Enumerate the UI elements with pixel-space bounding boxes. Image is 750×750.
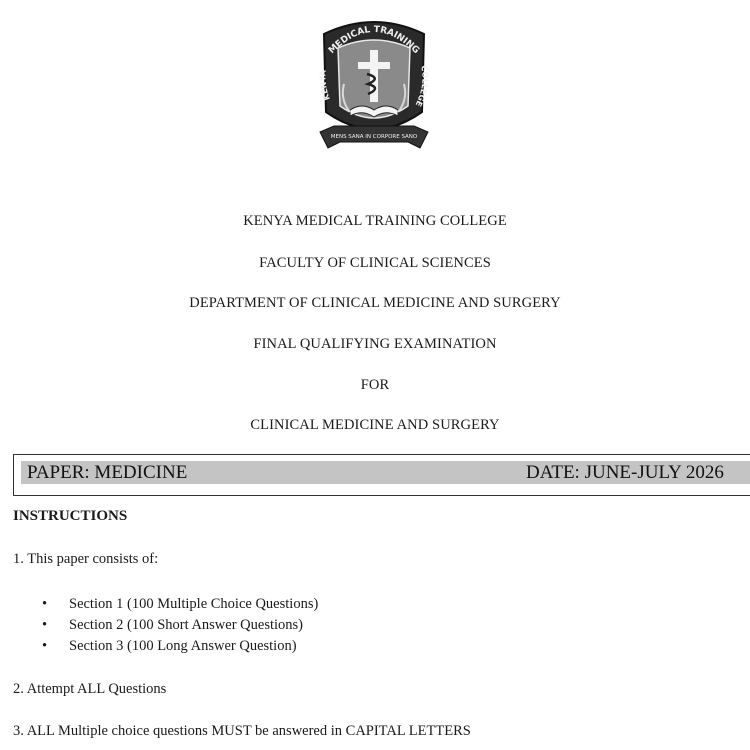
section-list-item <box>42 636 318 657</box>
section-3-text: Section 3 (100 Long Answer Question) <box>69 638 297 654</box>
date-label: DATE: JUNE-JULY 2026 <box>526 462 724 483</box>
college-logo <box>310 14 438 156</box>
exam-title: FINAL QUALIFYING EXAMINATION <box>253 336 497 352</box>
programme-name: CLINICAL MEDICINE AND SURGERY <box>250 417 500 433</box>
section-list <box>42 594 318 657</box>
instructions-heading: INSTRUCTIONS <box>13 508 128 524</box>
section-list-item <box>42 594 318 615</box>
logo-ring-right-text: COLLEGE <box>413 64 430 108</box>
instruction-item-1: 1. This paper consists of: <box>13 551 159 567</box>
instruction-item-3: 3. ALL Multiple choice questions MUST be answered in CAPITAL LETTERS <box>13 723 471 739</box>
paper-info-box <box>13 454 750 496</box>
paper-label: PAPER: MEDICINE <box>27 462 188 483</box>
section-2-text: Section 2 (100 Short Answer Questions) <box>69 617 303 633</box>
section-list-item <box>42 615 318 636</box>
paper-info-bar <box>21 461 750 484</box>
logo-ring-top-text: MEDICAL TRAINING <box>327 24 421 56</box>
department-name: DEPARTMENT OF CLINICAL MEDICINE AND SURGERY <box>189 295 561 311</box>
bullet-icon: • <box>42 638 48 654</box>
faculty-name: FACULTY OF CLINICAL SCIENCES <box>259 255 491 271</box>
logo-motto-text: MENS SANA IN CORPORE SANO <box>330 134 418 140</box>
bullet-icon: • <box>42 617 48 633</box>
institution-name: KENYA MEDICAL TRAINING COLLEGE <box>243 213 507 229</box>
logo-ring-left-text: KENYA <box>318 69 332 102</box>
instruction-item-2: 2. Attempt ALL Questions <box>13 681 167 697</box>
for-label: FOR <box>360 377 390 393</box>
bullet-icon: • <box>42 596 48 612</box>
section-1-text: Section 1 (100 Multiple Choice Questions) <box>69 596 319 612</box>
